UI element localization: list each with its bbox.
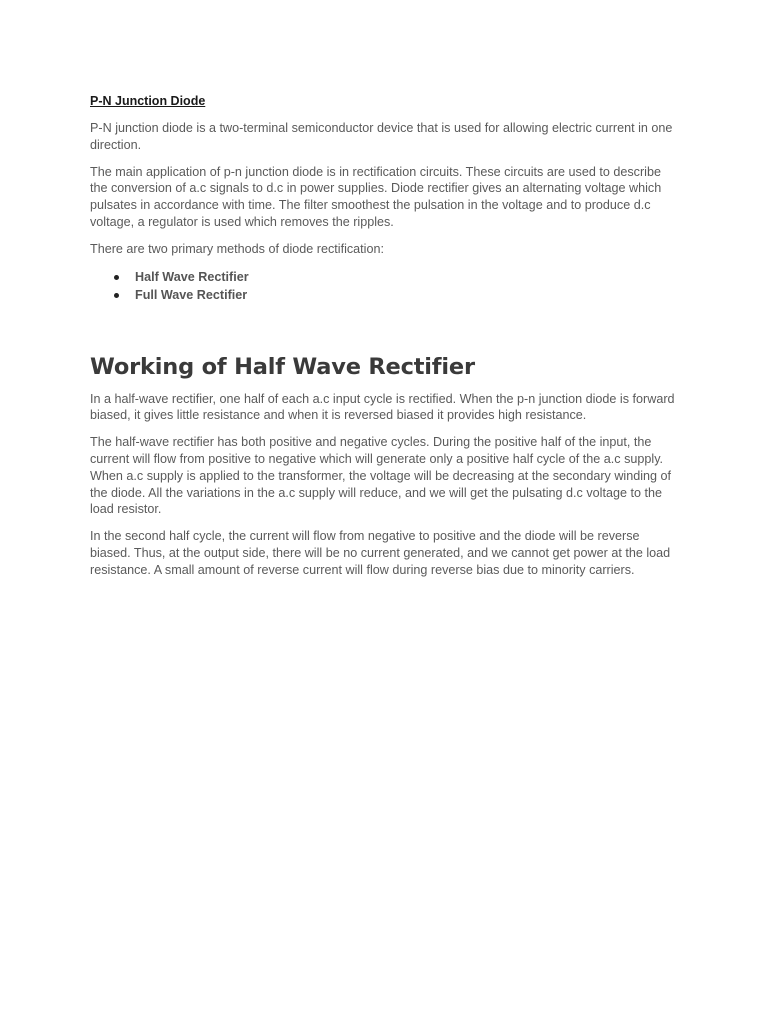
section-paragraph: The half-wave rectifier has both positive and negative cycles. During the positive half of the input, the current will flow from positive to negative which will generate only a positive half cycle of the a.c supply. When a.c supply is applied to the transformer, the voltage will be decreasing at the secondary winding of the diode. All the variations in the a.c supply will reduce, and we will get the pulsating d.c voltage to the load resistor.	[90, 435, 672, 517]
intro-paragraph: The main application of p-n junction diode is in rectification circuits. These circuits are used to describe the conversion of a.c signals to d.c in power supplies. Diode rectifier gives an alternating voltage which pulsates in accordance with time. The filter smoothest the pulsation in the voltage and to produce d.c voltage, a regulator is used which removes the ripples.	[90, 164, 662, 229]
bullet-icon	[114, 275, 119, 280]
list-item-label: Half Wave Rectifier	[135, 269, 249, 284]
document-content	[90, 93, 680, 589]
section-paragraph: In a half-wave rectifier, one half of each a.c input cycle is rectified. When the p-n junction diode is forward biased, it gives little resistance and when it is reversed biased it provides high resistance.	[90, 391, 675, 423]
section-heading: Working of Half Wave Rectifier	[90, 353, 475, 380]
document-title: P-N Junction Diode	[90, 94, 206, 108]
list-item-label: Full Wave Rectifier	[135, 287, 248, 302]
section-paragraph: In the second half cycle, the current will flow from negative to positive and the diode will be reverse biased. Thus, at the output side, there will be no current generated, and we cannot get power at the load resistance. A small amount of reverse current will flow during reverse bias due to minority carriers.	[90, 529, 671, 577]
intro-paragraph: P-N junction diode is a two-terminal semiconductor device that is used for allowing electric current in one direction.	[90, 121, 673, 152]
rectification-methods-list	[90, 268, 680, 304]
list-item	[90, 268, 680, 286]
list-item	[90, 286, 680, 304]
methods-intro-paragraph: There are two primary methods of diode rectification:	[90, 241, 384, 256]
bullet-icon	[114, 293, 119, 298]
